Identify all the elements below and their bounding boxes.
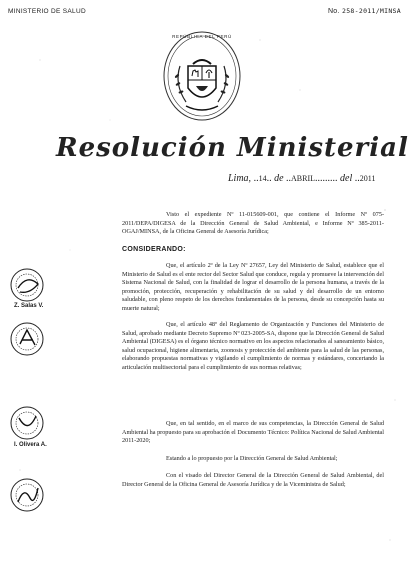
date-place: Lima, xyxy=(228,173,252,184)
ministry-header xyxy=(8,8,86,15)
coat-of-arms-icon xyxy=(160,26,244,124)
seal-caption: REPÚBLICA DEL PERÚ xyxy=(172,34,232,39)
document-title: Resolución Ministerial xyxy=(56,133,409,163)
number-value: 258-2011/MINSA xyxy=(342,7,401,15)
paragraph-4: Estando a lo propuesto por la Dirección General de Salud Ambiental; xyxy=(166,455,338,462)
stamp-label-1: Z. Salas V. xyxy=(14,303,44,309)
stamp-label-3: I. Olivera A. xyxy=(14,442,47,448)
resolution-number xyxy=(328,7,401,15)
considerando-heading: CONSIDERANDO: xyxy=(122,246,186,253)
date-year: 2011 xyxy=(359,174,376,183)
paragraph-1: Que, el artículo 2º de la Ley Nº 27657, Ley del Ministerio de Salud, establece que el Ministerio de Salud es el ente rector del Sector Salud que conduce, regula y promueve la intervención del Sistema Nacional de Salud, con la finalidad de lograr el desarrollo de la persona humana, a través de la promoción, protección, recuperación y rehabilitación de su salud y del desarrollo de un entorno saludable, con pleno respeto de los derechos fundamentales de la persona, desde su concepción hasta su muerte natural; xyxy=(122,262,384,312)
visa-stamp-icon xyxy=(8,266,46,304)
paragraph-5: Con el visado del Director General de la Dirección General de Salud Ambiental, del Director General de la Oficina General de Asesoría Jurídica y de la Viceministra de Salud; xyxy=(122,472,384,488)
date-line: Lima, ..14.. de ..ABRIL......... del ..2011 xyxy=(228,173,376,184)
visa-stamp-icon xyxy=(8,404,46,442)
visa-stamp-icon xyxy=(8,320,46,358)
paragraph-2: Que, el artículo 48º del Reglamento de Organización y Funciones del Ministerio de Salud, aprobado mediante Decreto Supremo Nº 023-2005-SA, dispone que la Dirección General de Salud Ambiental (DIGESA) es el órgano técnico normativo en los aspectos relacionados al saneamiento básico, salud ocupacional, higiene alimentaria, zoonosis y protección del ambiente para la salud de las personas, elaborando propuestas normativas y vigilando el cumplimiento de normas y estándares, concertando la articulación multisectorial para el cumplimiento de sus normas relativas; xyxy=(122,321,384,371)
visa-stamp-icon xyxy=(8,476,46,514)
date-de: de xyxy=(274,173,284,184)
number-label: No. xyxy=(327,8,340,15)
date-day: 14 xyxy=(258,174,267,183)
ministry-name: MINISTERIO DE SALUD xyxy=(8,8,86,15)
date-del: del xyxy=(340,173,353,184)
date-month: ABRIL xyxy=(291,174,316,183)
paragraph-3: Que, en tal sentido, en el marco de sus competencias, la Dirección General de Salud Ambiental ha propuesto para su aprobación el Documento Técnico: Política Nacional de Salud Ambiental 2011-2020; xyxy=(122,420,384,445)
visto-paragraph: Visto el expediente Nº 11-015609-001, que contiene el Informe Nº 075-2011/DEPA/DIGESA de la Dirección General de Salud Ambiental, e Informe Nº 385-2011-OGAJ/MINSA, de la Oficina General de Asesoría Jurídica; xyxy=(122,211,384,236)
